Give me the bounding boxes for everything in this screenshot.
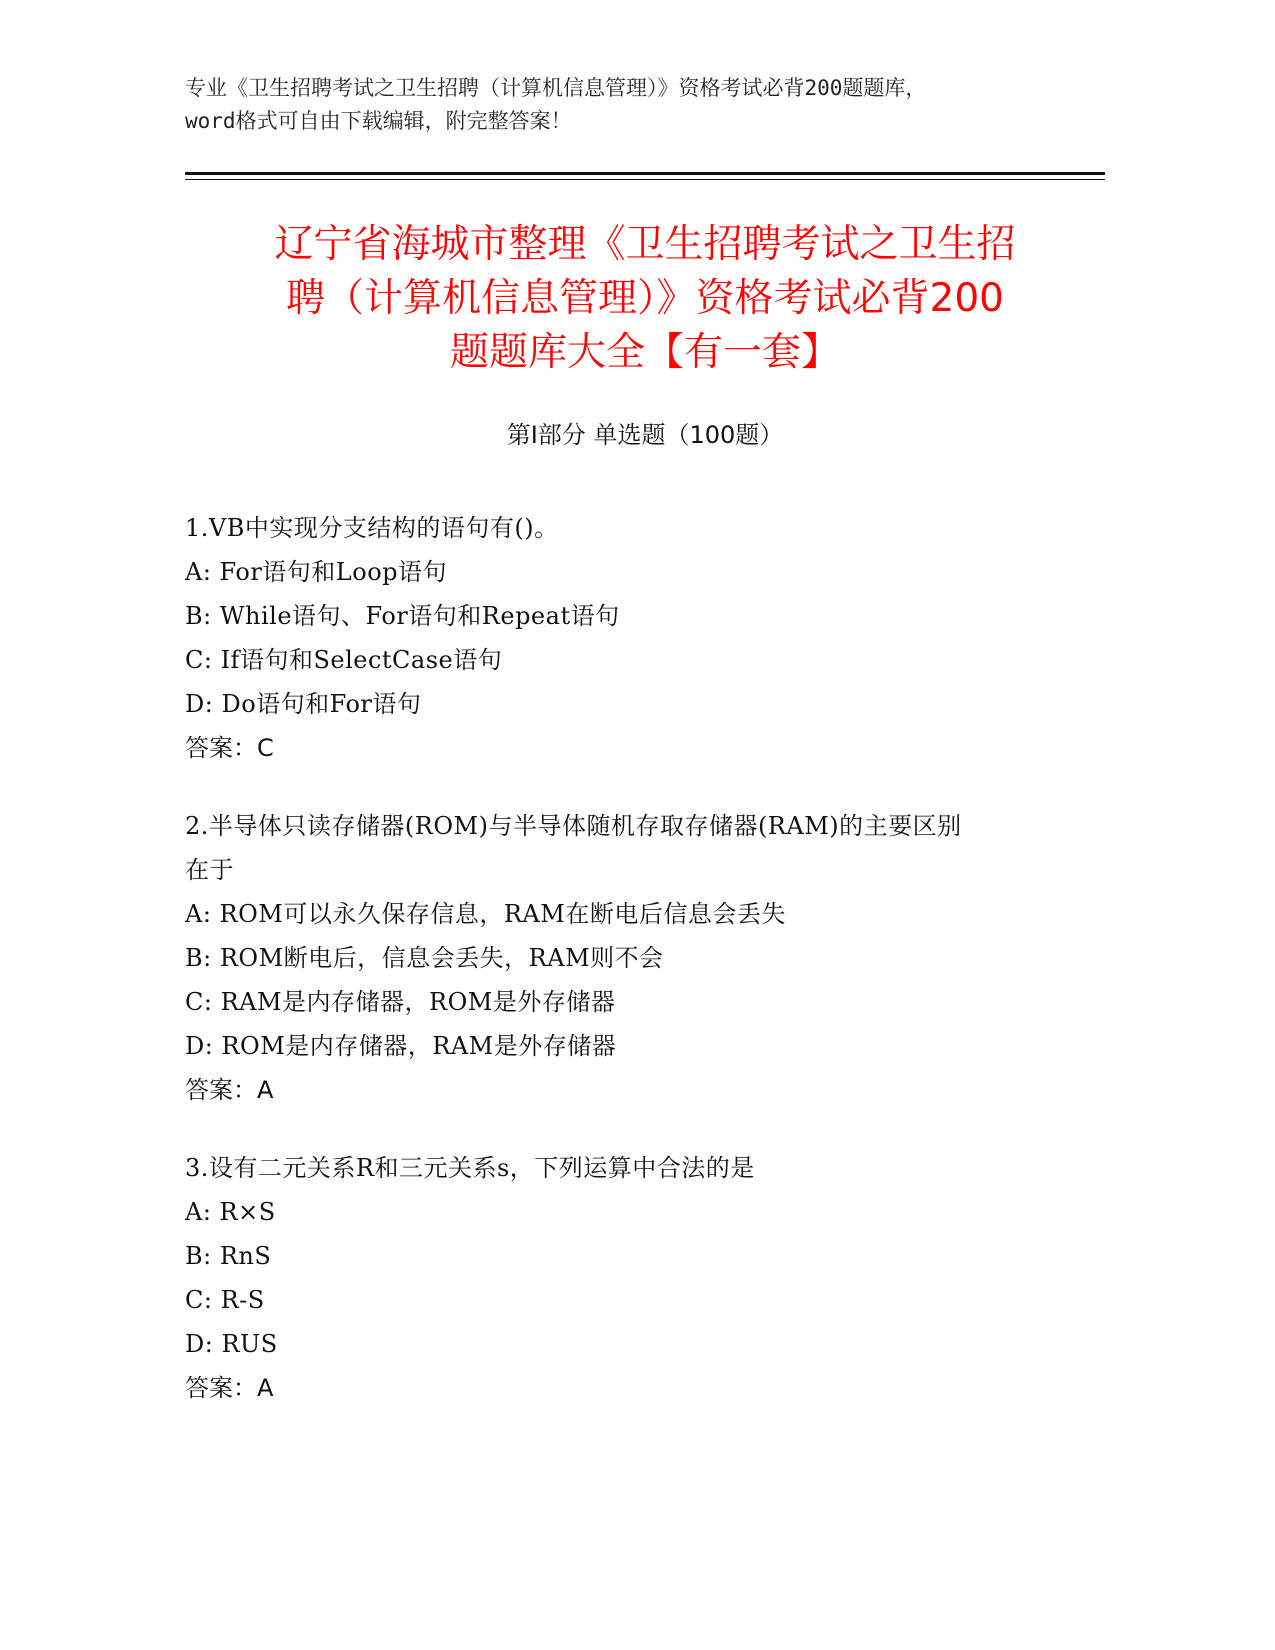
option-d: D: RUS — [185, 1330, 278, 1358]
option-b: B: ROM断电后，信息会丢失，RAM则不会 — [185, 944, 664, 972]
question-stem-continued: 在于 — [185, 856, 234, 884]
question-3 — [185, 1146, 1105, 1410]
document-title-line-3: 题题库大全【有一套】 — [449, 330, 840, 375]
option-c: C: If语句和SelectCase语句 — [185, 646, 503, 674]
question-2 — [185, 804, 1105, 1112]
document-title-line-2: 聘（计算机信息管理）》资格考试必背200 — [286, 276, 1004, 321]
header-note-line-2: word格式可自由下载编辑，附完整答案！ — [185, 109, 572, 133]
question-stem: 1.VB中实现分支结构的语句有()。 — [185, 514, 559, 542]
document-title-line-1: 辽宁省海城市整理《卫生招聘考试之卫生招 — [274, 222, 1016, 267]
question-1 — [185, 506, 1105, 770]
option-b: B: RnS — [185, 1242, 272, 1270]
option-b: B: While语句、For语句和Repeat语句 — [185, 602, 620, 630]
option-c: C: RAM是内存储器，ROM是外存储器 — [185, 988, 616, 1016]
option-a: A: ROM可以永久保存信息，RAM在断电后信息会丢失 — [185, 900, 786, 928]
header-divider-thin — [185, 179, 1105, 180]
question-stem: 2.半导体只读存储器(ROM)与半导体随机存取存储器(RAM)的主要区别 — [185, 812, 962, 840]
answer: 答案：A — [185, 1374, 274, 1402]
header-note-line-1: 专业《卫生招聘考试之卫生招聘（计算机信息管理）》资格考试必背200题题库， — [185, 76, 927, 100]
question-stem: 3.设有二元关系R和三元关系s，下列运算中合法的是 — [185, 1154, 755, 1182]
header-note — [185, 72, 1105, 138]
option-c: C: R-S — [185, 1286, 265, 1314]
document-title — [185, 218, 1105, 380]
section-title: 第Ⅰ部分 单选题（100题） — [506, 421, 784, 449]
option-d: D: ROM是内存储器，RAM是外存储器 — [185, 1032, 617, 1060]
option-a: A: R×S — [185, 1198, 276, 1226]
question-list — [185, 506, 1105, 1444]
header-divider-thick — [185, 172, 1105, 175]
answer: 答案：A — [185, 1076, 274, 1104]
answer: 答案：C — [185, 734, 274, 762]
option-a: A: For语句和Loop语句 — [185, 558, 448, 586]
option-d: D: Do语句和For语句 — [185, 690, 422, 718]
